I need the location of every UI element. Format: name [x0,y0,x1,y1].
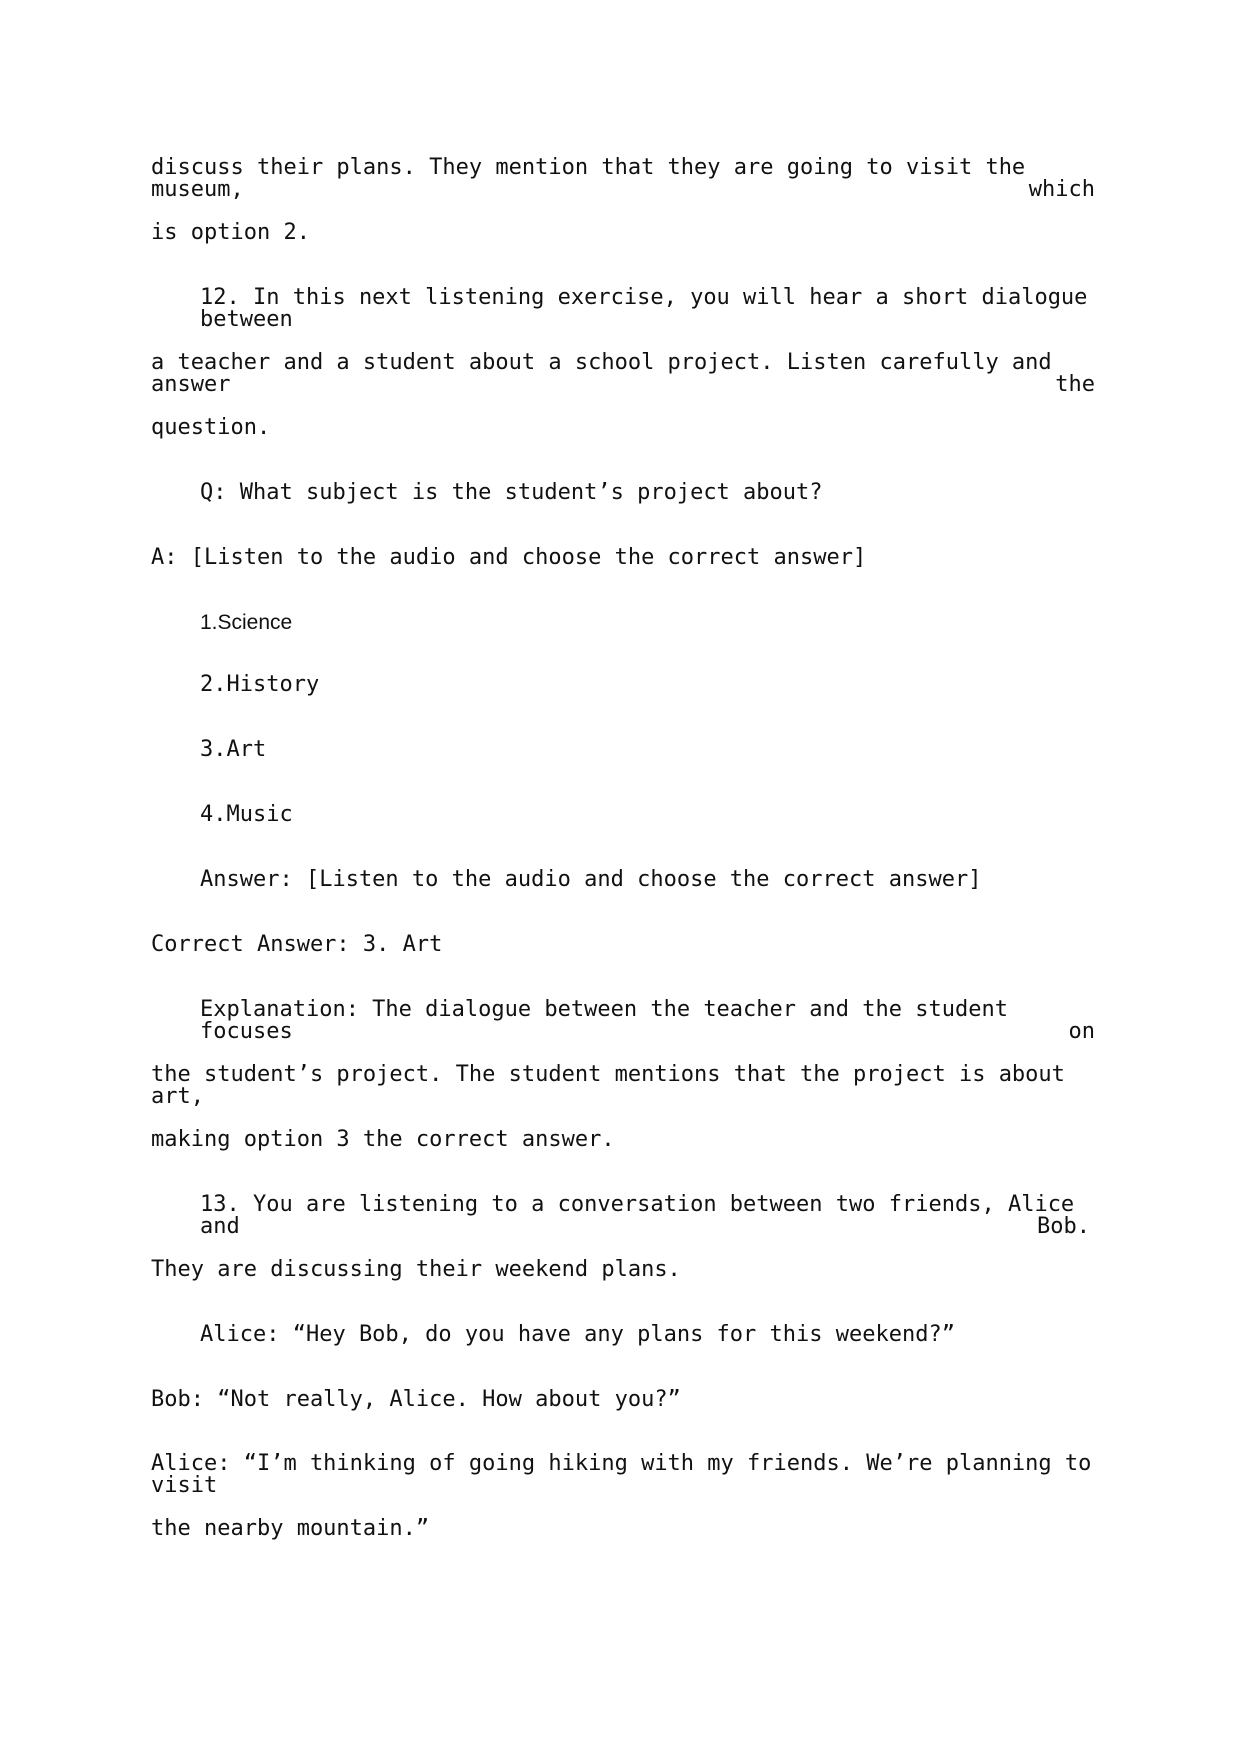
option-1: 1.Science [200,611,293,634]
question-12-line: 12. In this next listening exercise, you will hear a short dialogue between [200,285,1088,332]
option-3: 3.Art [200,737,267,762]
question-12-line: a teacher and a student about a school project. Listen carefully and answer the [151,350,1095,397]
correct-answer-line: Correct Answer: 3. Art [151,932,443,957]
question-13-line: 13. You are listening to a conversation between two friends, Alice and Bob. [200,1192,1090,1239]
dialogue-line: Alice: “I’m thinking of going hiking with my friends. We’re planning to visit [151,1451,1092,1498]
paragraph-line: discuss their plans. They mention that they are going to visit the museum, which [151,155,1095,202]
question-12-answer-prompt: A: [Listen to the audio and choose the correct answer] [151,545,867,570]
explanation-line: making option 3 the correct answer. [151,1127,615,1152]
question-13-line: They are discussing their weekend plans. [151,1257,681,1282]
paragraph-line: is option 2. [151,220,310,245]
question-12-prompt: Q: What subject is the student’s project about? [200,480,823,505]
explanation-line: Explanation: The dialogue between the teacher and the student focuses on [200,997,1095,1044]
dialogue-line: the nearby mountain.” [151,1516,430,1541]
explanation-line: the student’s project. The student mentions that the project is about art, [151,1062,1065,1109]
option-4: 4.Music [200,802,293,827]
answer-line: Answer: [Listen to the audio and choose the correct answer] [200,867,982,892]
option-2: 2.History [200,672,320,697]
question-12-line: question. [151,415,271,440]
dialogue-line: Alice: “Hey Bob, do you have any plans for this weekend?” [200,1322,955,1347]
dialogue-line: Bob: “Not really, Alice. How about you?” [151,1387,681,1412]
